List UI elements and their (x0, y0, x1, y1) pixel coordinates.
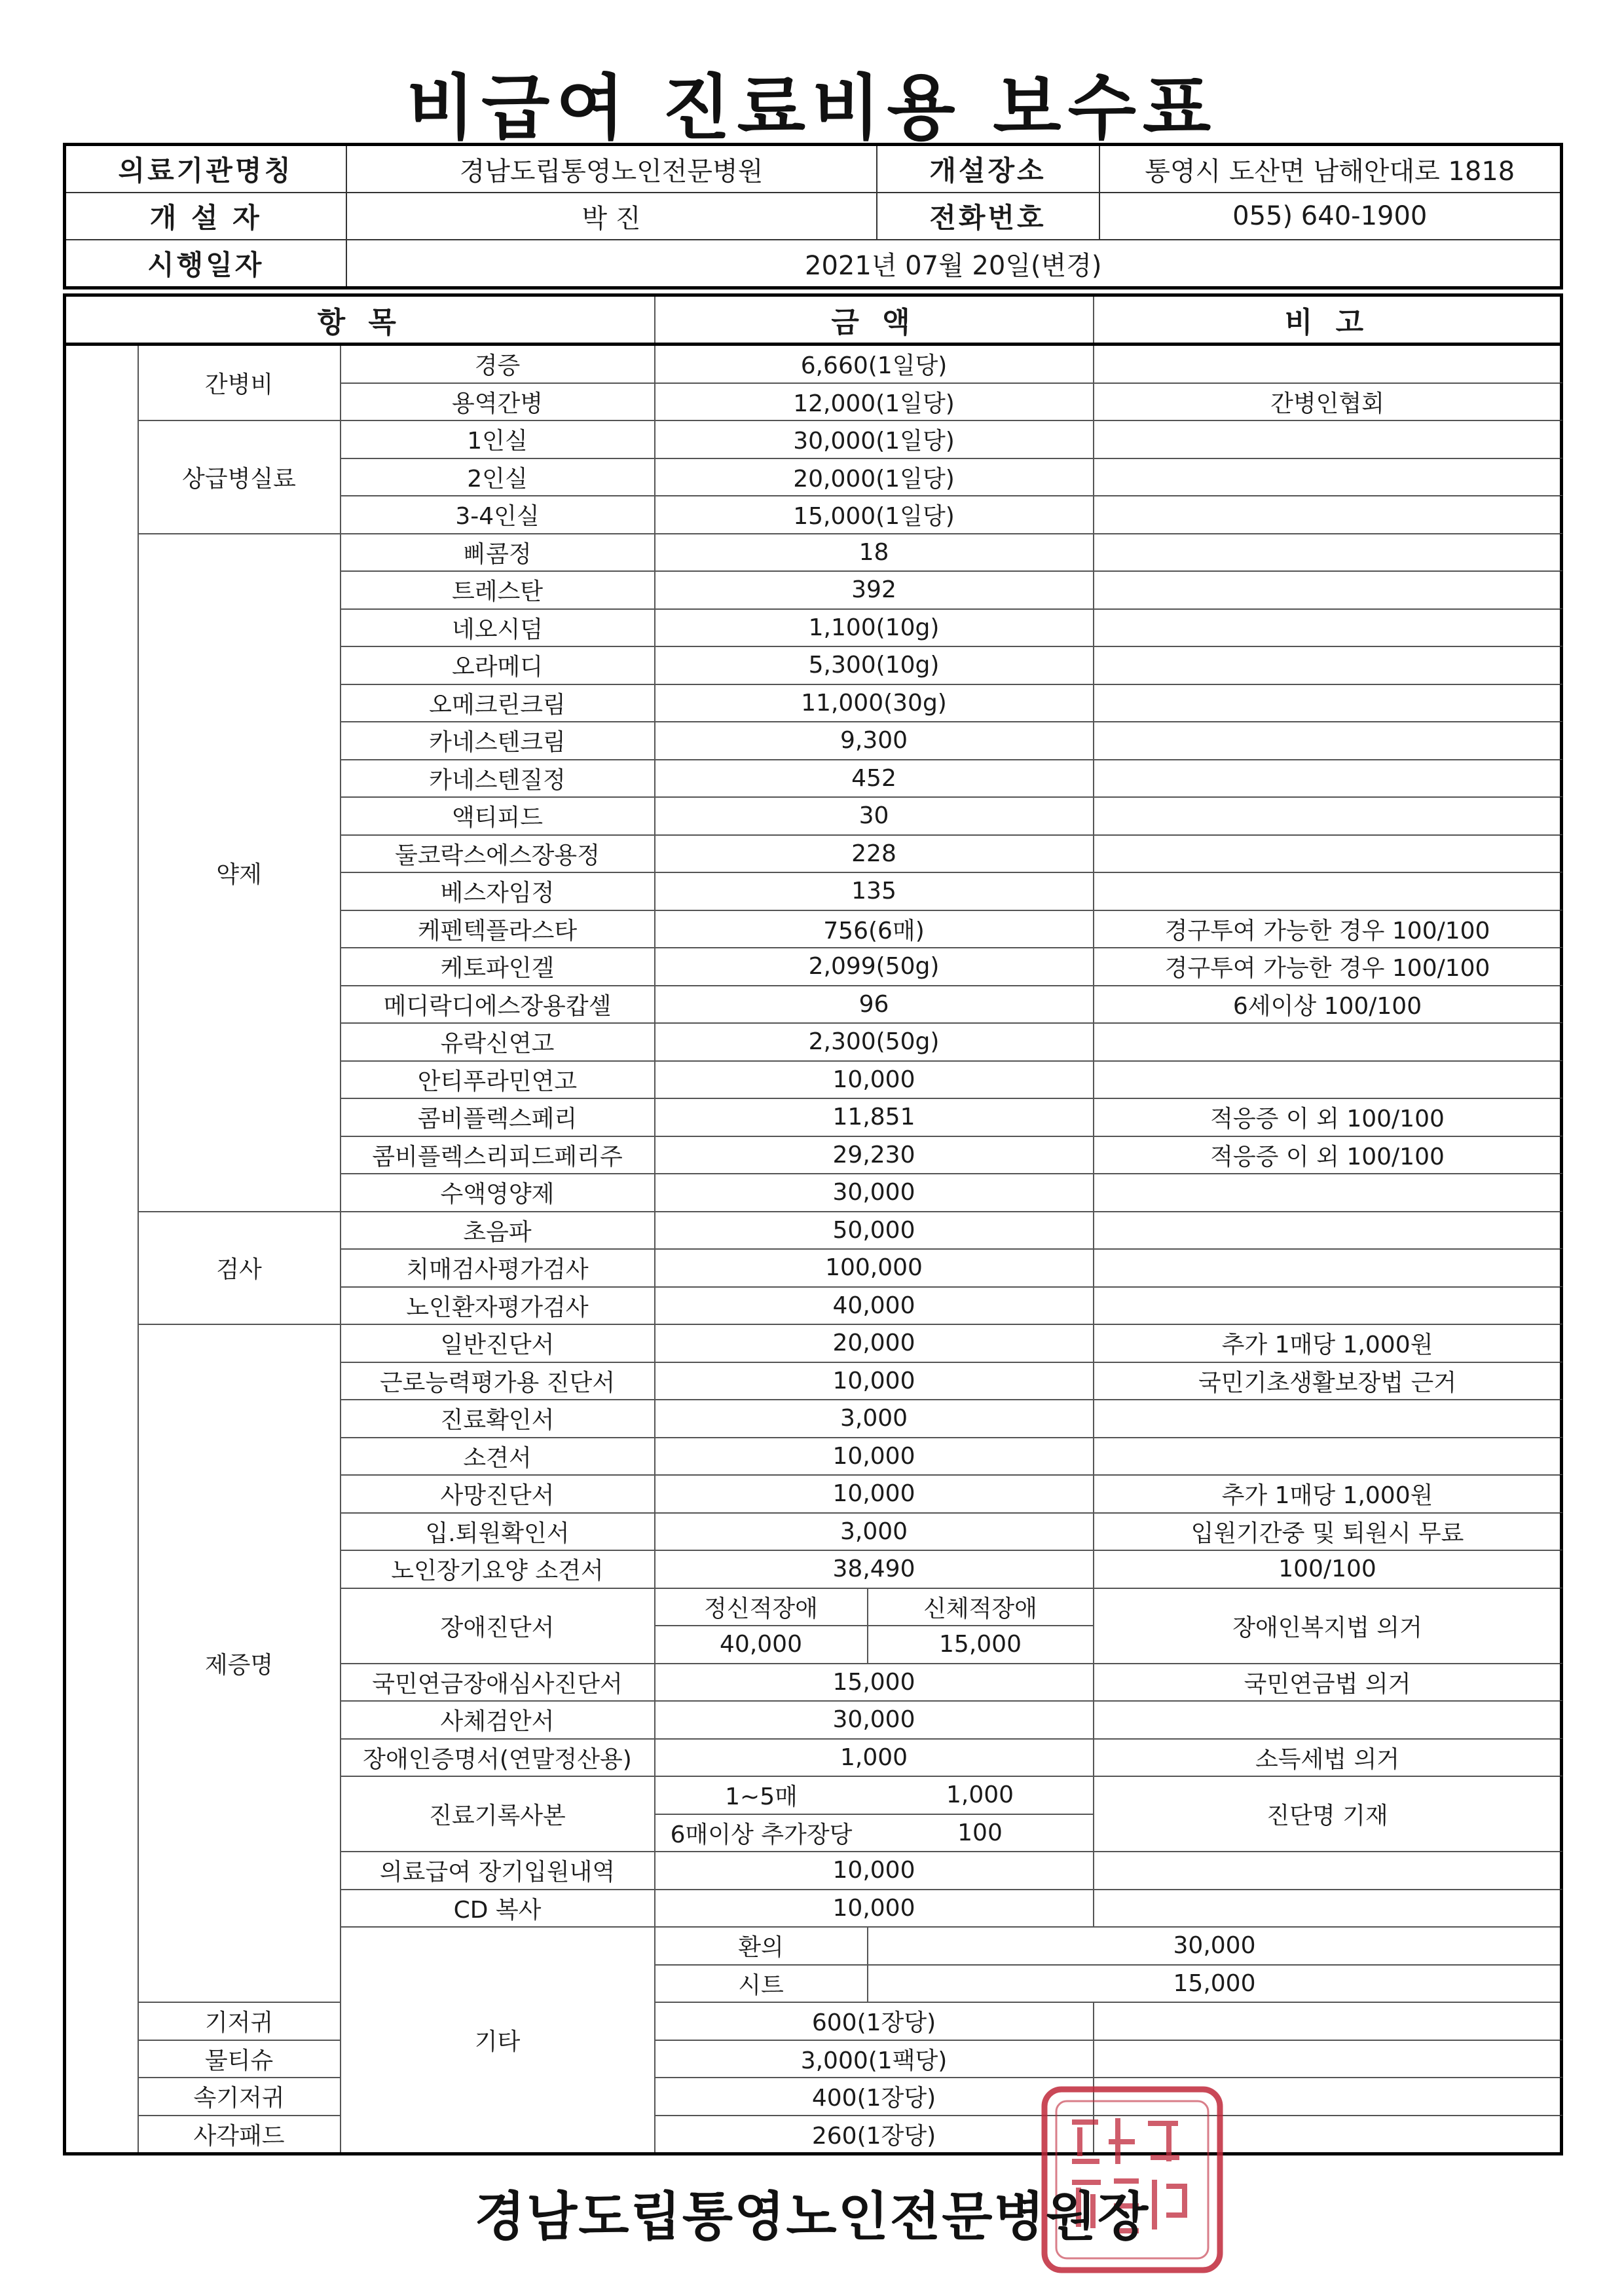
row-note (1094, 609, 1562, 647)
row-note: 국민기초생활보장법 근거 (1094, 1362, 1562, 1400)
row-item: 케토파인겔 (341, 948, 655, 986)
row-item: 일반진단서 (341, 1324, 655, 1362)
row-note: 간병인협회 (1094, 383, 1562, 421)
row-amount: 40,000 (655, 1287, 1094, 1325)
table-row (65, 2040, 1562, 2078)
row-note (1094, 1023, 1562, 1061)
institution-info-table (63, 143, 1563, 289)
row-item: 국민연금장애심사진단서 (341, 1664, 655, 1702)
row-item: 콤비플렉스페리 (341, 1098, 655, 1136)
row-note: 입원기간중 및 퇴원시 무료 (1094, 1513, 1562, 1551)
row-amount: 11,000(30g) (655, 684, 1094, 722)
row-amount: 10,000 (655, 1475, 1094, 1513)
phone-label: 전화번호 (877, 193, 1099, 240)
row-note (1094, 1400, 1562, 1438)
row-note: 경구투여 가능한 경우 100/100 (1094, 948, 1562, 986)
row-amount: 30,000 (868, 1927, 1562, 1965)
row-item: 3-4인실 (341, 496, 655, 534)
row-amount: 10,000 (655, 1438, 1094, 1476)
row-amount: 20,000 (655, 1324, 1094, 1362)
row-note (1094, 1287, 1562, 1325)
row-item: 트레스탄 (341, 571, 655, 609)
record-copy-sub1-amount: 1,000 (868, 1776, 1094, 1814)
table-row (65, 420, 1562, 458)
row-note: 추가 1매당 1,000원 (1094, 1324, 1562, 1362)
row-item: 장애진단서 (341, 1588, 655, 1664)
founder-value: 박 진 (346, 193, 877, 240)
row-item: 시트 (655, 1965, 868, 2003)
row-item: 치매검사평가검사 (341, 1249, 655, 1287)
row-note (1094, 872, 1562, 910)
row-item: 카네스텐질정 (341, 760, 655, 798)
row-amount: 756(6매) (655, 910, 1094, 948)
record-copy-sub2-label: 6매이상 추가장당 (655, 1814, 868, 1852)
row-item: CD 복사 (341, 1890, 655, 1928)
row-amount: 1,000 (655, 1739, 1094, 1777)
table-row (65, 1212, 1562, 1250)
row-amount: 100,000 (655, 1249, 1094, 1287)
row-amount: 2,099(50g) (655, 948, 1094, 986)
row-amount: 9,300 (655, 722, 1094, 760)
row-item: 사망진단서 (341, 1475, 655, 1513)
row-amount: 228 (655, 835, 1094, 873)
left-margin-column (65, 345, 138, 2154)
row-amount: 29,230 (655, 1136, 1094, 1174)
institution-name-value: 경남도립통영노인전문병원 (346, 145, 877, 193)
row-item: 의료급여 장기입원내역 (341, 1852, 655, 1890)
row-item: 베스자임정 (341, 872, 655, 910)
header-amount: 금 액 (655, 295, 1094, 345)
row-amount: 6,660(1일당) (655, 345, 1094, 383)
header-item: 항 목 (65, 295, 655, 345)
row-note (1094, 2040, 1562, 2078)
row-amount: 400(1장당) (655, 2078, 1094, 2116)
group-room: 상급병실료 (138, 420, 341, 534)
row-item: 네오시덤 (341, 609, 655, 647)
row-note (1094, 835, 1562, 873)
group-exam: 검사 (138, 1212, 341, 1325)
group-cert: 제증명 (138, 1324, 341, 2002)
row-item: 소견서 (341, 1438, 655, 1476)
row-item: 삐콤정 (341, 534, 655, 572)
row-amount: 5,300(10g) (655, 646, 1094, 684)
table-row (65, 2116, 1562, 2154)
row-note (1094, 1061, 1562, 1099)
table-row (65, 345, 1562, 383)
row-amount: 10,000 (655, 1362, 1094, 1400)
row-amount: 12,000(1일당) (655, 383, 1094, 421)
row-item: 진료확인서 (341, 1400, 655, 1438)
row-amount: 20,000(1일당) (655, 458, 1094, 496)
row-item: 카네스텐크림 (341, 722, 655, 760)
row-amount: 15,000 (868, 1965, 1562, 2003)
row-item: 용역간병 (341, 383, 655, 421)
row-amount: 135 (655, 872, 1094, 910)
row-item: 오라메디 (341, 646, 655, 684)
row-note (1094, 1174, 1562, 1212)
institution-name-label: 의료기관명칭 (65, 145, 346, 193)
group-drug: 약제 (138, 534, 341, 1212)
row-note: 100/100 (1094, 1550, 1562, 1588)
row-amount: 10,000 (655, 1061, 1094, 1099)
row-item: 진료기록사본 (341, 1776, 655, 1852)
table-row (65, 1324, 1562, 1362)
row-note: 경구투여 가능한 경우 100/100 (1094, 910, 1562, 948)
row-item: 사각패드 (138, 2116, 341, 2154)
row-item: 노인환자평가검사 (341, 1287, 655, 1325)
row-item: 물티슈 (138, 2040, 341, 2078)
row-note (1094, 797, 1562, 835)
record-copy-sub1-label: 1~5매 (655, 1776, 868, 1814)
row-item: 액티피드 (341, 797, 655, 835)
row-note (1094, 571, 1562, 609)
row-amount: 600(1장당) (655, 2002, 1094, 2040)
row-item: 속기저귀 (138, 2078, 341, 2116)
row-note (1094, 722, 1562, 760)
row-note: 추가 1매당 1,000원 (1094, 1475, 1562, 1513)
row-amount: 3,000 (655, 1400, 1094, 1438)
row-note (1094, 420, 1562, 458)
row-amount: 15,000(1일당) (655, 496, 1094, 534)
table-row (65, 534, 1562, 572)
row-amount: 15,000 (655, 1664, 1094, 1702)
row-amount: 10,000 (655, 1890, 1094, 1928)
row-item: 장애인증명서(연말정산용) (341, 1739, 655, 1777)
row-note (1094, 760, 1562, 798)
disability-mental-label: 정신적장애 (655, 1588, 868, 1626)
row-amount: 30,000 (655, 1174, 1094, 1212)
row-note (1094, 684, 1562, 722)
row-note (1094, 2002, 1562, 2040)
row-amount: 3,000(1팩당) (655, 2040, 1094, 2078)
row-note (1094, 345, 1562, 383)
row-note (1094, 496, 1562, 534)
row-item: 경증 (341, 345, 655, 383)
row-amount: 38,490 (655, 1550, 1094, 1588)
effective-date-label: 시행일자 (65, 240, 346, 288)
row-item: 오메크린크림 (341, 684, 655, 722)
location-value: 통영시 도산면 남해안대로 1818 (1099, 145, 1562, 193)
row-note: 6세이상 100/100 (1094, 986, 1562, 1024)
row-amount: 30 (655, 797, 1094, 835)
issuer-name: 경남도립통영노인전문병원장 (474, 2186, 1150, 2247)
row-note: 소득세법 의거 (1094, 1739, 1562, 1777)
row-item: 기저귀 (138, 2002, 341, 2040)
founder-label: 개 설 자 (65, 193, 346, 240)
row-amount: 392 (655, 571, 1094, 609)
row-amount: 10,000 (655, 1852, 1094, 1890)
row-item: 수액영양제 (341, 1174, 655, 1212)
disability-physical-amount: 15,000 (868, 1626, 1094, 1664)
row-item: 입.퇴원확인서 (341, 1513, 655, 1551)
row-amount: 96 (655, 986, 1094, 1024)
row-note (1094, 1890, 1562, 1928)
disability-mental-amount: 40,000 (655, 1626, 868, 1664)
group-nursing: 간병비 (138, 345, 341, 421)
location-label: 개설장소 (877, 145, 1099, 193)
row-note (1094, 646, 1562, 684)
row-amount: 2,300(50g) (655, 1023, 1094, 1061)
row-item: 2인실 (341, 458, 655, 496)
table-row (65, 2078, 1562, 2116)
row-item: 메디락디에스장용캅셀 (341, 986, 655, 1024)
row-item: 환의 (655, 1927, 868, 1965)
row-note: 적응증 이 외 100/100 (1094, 1098, 1562, 1136)
row-amount: 30,000 (655, 1701, 1094, 1739)
row-note (1094, 1438, 1562, 1476)
row-item: 사체검안서 (341, 1701, 655, 1739)
row-item: 콤비플렉스리피드페리주 (341, 1136, 655, 1174)
row-note (1094, 534, 1562, 572)
table-row (65, 2002, 1562, 2040)
row-amount: 1,100(10g) (655, 609, 1094, 647)
page-title: 비급여 진료비용 보수표 (406, 67, 1218, 149)
effective-date-value: 2021년 07월 20일(변경) (346, 240, 1562, 288)
row-note: 국민연금법 의거 (1094, 1664, 1562, 1702)
row-note (1094, 458, 1562, 496)
row-amount: 30,000(1일당) (655, 420, 1094, 458)
fee-table (63, 293, 1563, 2155)
row-amount: 452 (655, 760, 1094, 798)
row-amount: 3,000 (655, 1513, 1094, 1551)
row-item: 근로능력평가용 진단서 (341, 1362, 655, 1400)
row-note (1094, 1212, 1562, 1250)
row-amount: 11,851 (655, 1098, 1094, 1136)
row-item: 둘코락스에스장용정 (341, 835, 655, 873)
row-item: 노인장기요양 소견서 (341, 1550, 655, 1588)
record-copy-sub2-amount: 100 (868, 1814, 1094, 1852)
row-note (1094, 1249, 1562, 1287)
row-item: 1인실 (341, 420, 655, 458)
phone-value: 055) 640-1900 (1099, 193, 1562, 240)
row-note: 진단명 기재 (1094, 1776, 1562, 1852)
disability-physical-label: 신체적장애 (868, 1588, 1094, 1626)
fee-table-header (65, 295, 1562, 345)
row-item: 안티푸라민연고 (341, 1061, 655, 1099)
row-item: 초음파 (341, 1212, 655, 1250)
group-etc: 기타 (341, 1927, 655, 2154)
row-amount: 50,000 (655, 1212, 1094, 1250)
header-note: 비 고 (1094, 295, 1562, 345)
row-note (1094, 1852, 1562, 1890)
row-item: 유락신연고 (341, 1023, 655, 1061)
row-note: 적응증 이 외 100/100 (1094, 1136, 1562, 1174)
row-amount: 18 (655, 534, 1094, 572)
row-item: 케펜텍플라스타 (341, 910, 655, 948)
row-amount: 260(1장당) (655, 2116, 1094, 2154)
row-note: 장애인복지법 의거 (1094, 1588, 1562, 1664)
row-note (1094, 1701, 1562, 1739)
